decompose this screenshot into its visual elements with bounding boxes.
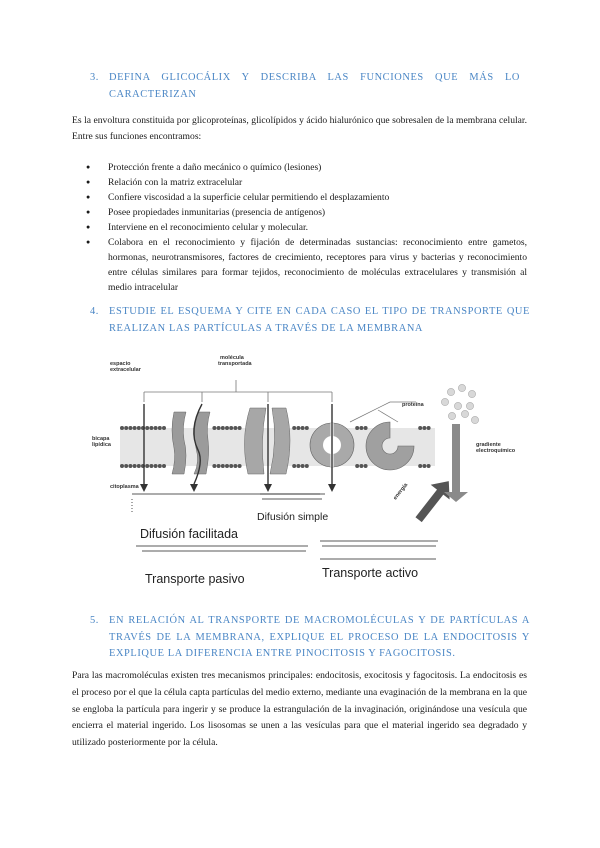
section4-heading bbox=[90, 304, 530, 338]
phospholipid-head bbox=[149, 426, 153, 430]
list-item: ● Posee propiedades inmunitarias (presencia de antígenos) bbox=[84, 205, 527, 220]
phospholipid-head bbox=[217, 426, 221, 430]
phospholipid-head bbox=[162, 464, 166, 468]
phospholipid-head bbox=[427, 426, 431, 430]
phospholipid-head bbox=[124, 464, 128, 468]
phospholipid-head bbox=[137, 426, 141, 430]
phospholipid-head bbox=[154, 426, 158, 430]
arrow-head bbox=[140, 484, 148, 492]
phospholipid-head bbox=[305, 426, 309, 430]
phospholipid-head bbox=[238, 464, 242, 468]
section5-body: Para las macromoléculas existen tres mecanismos principales: endocitosis, exocitosis y fagocitosis. La endocitosis es el proceso por el que la célula capta partículas del medio externo, mediante una evaginación de la membrana en la que se engloba la partícula para ingerir y se produce la estrangulación de la invaginación, originándose una vesícula que encierra el material ingerido. Los lisosomas se unen a las vesículas para que el material ingerido sea degradado y utilizado posteriormente por la célula. bbox=[72, 670, 527, 749]
phospholipid-head bbox=[212, 426, 216, 430]
phospholipid-head bbox=[233, 426, 237, 430]
phospholipid-head bbox=[229, 426, 233, 430]
phospholipid-head bbox=[301, 464, 305, 468]
section4-number: 4. bbox=[90, 306, 99, 317]
label-gradiente: gradiente electroquímico bbox=[476, 442, 516, 454]
phospholipid-head bbox=[133, 426, 137, 430]
section5-heading bbox=[90, 613, 530, 663]
section3-number: 3. bbox=[90, 72, 99, 83]
phospholipid-head bbox=[301, 426, 305, 430]
answer-transporte-pasivo: Transporte pasivo bbox=[145, 572, 245, 586]
phospholipid-head bbox=[305, 464, 309, 468]
phospholipid-head bbox=[120, 464, 124, 468]
phospholipid-head bbox=[418, 464, 422, 468]
phospholipid-head bbox=[133, 464, 137, 468]
section4-title: ESTUDIE EL ESQUEMA Y CITE EN CADA CASO EL TIPO DE TRANSPORTE QUE REALIZAN LAS PARTÍCULAS A TRAVÉS DE LA MEMBRANA bbox=[109, 306, 530, 334]
phospholipid-head bbox=[158, 426, 162, 430]
phospholipid-head bbox=[124, 426, 128, 430]
list-item: ● Colabora en el reconocimiento y fijación de determinadas sustancias: reconocimiento entre gametos, hormonas, neurotransmisores, factores de crecimiento, receptores para virus y bacterias y reconocimiento entre células similares para formar tejidos, reconocimiento de moléculas extracelulares y transmisión al medio intracelular bbox=[84, 235, 527, 295]
phospholipid-head bbox=[355, 464, 359, 468]
phospholipid-head bbox=[221, 464, 225, 468]
phospholipid-head bbox=[296, 464, 300, 468]
arrow-head bbox=[264, 484, 272, 492]
phospholipid-head bbox=[422, 426, 426, 430]
phospholipid-head bbox=[238, 426, 242, 430]
phospholipid-head bbox=[355, 426, 359, 430]
label-bicapa: bicapa lipídica bbox=[92, 436, 111, 448]
phospholipid-head bbox=[359, 464, 363, 468]
phospholipid-head bbox=[145, 464, 149, 468]
label-espacio: espacio extracelular bbox=[110, 361, 141, 373]
phospholipid-head bbox=[364, 426, 368, 430]
phospholipid-head bbox=[418, 426, 422, 430]
phospholipid-head bbox=[145, 426, 149, 430]
phospholipid-head bbox=[149, 464, 153, 468]
energy-arrow bbox=[409, 474, 458, 527]
phospholipid-head bbox=[128, 426, 132, 430]
molecule-pointer-lines bbox=[144, 380, 332, 402]
phospholipid-head bbox=[422, 464, 426, 468]
phospholipid-head bbox=[212, 464, 216, 468]
label-molecula: molécula transportada bbox=[218, 355, 252, 367]
phospholipid-head bbox=[128, 464, 132, 468]
phospholipid-head bbox=[120, 426, 124, 430]
answer-difusion-simple: Difusión simple bbox=[257, 511, 329, 523]
section5-number: 5. bbox=[90, 615, 99, 626]
answer-difusion-facilitada: Difusión facilitada bbox=[140, 527, 238, 541]
section5-title: EN RELACIÓN AL TRANSPORTE DE MACROMOLÉCULAS Y DE PARTÍCULAS A TRAVÉS DE LA MEMBRANA, EXPLIQUE EL PROCESO DE LA ENDOCITOSIS Y EXPLIQUE LA DIFERENCIA ENTRE PINOCITOSIS Y FAGOCITOSIS. bbox=[109, 615, 530, 659]
label-energia: energía bbox=[392, 482, 410, 502]
phospholipid-head bbox=[292, 426, 296, 430]
phospholipid-head bbox=[217, 464, 221, 468]
arrow-head bbox=[328, 484, 336, 492]
arrow-head bbox=[190, 484, 198, 492]
phospholipid-head bbox=[233, 464, 237, 468]
phospholipid-head bbox=[359, 426, 363, 430]
phospholipid-head bbox=[229, 464, 233, 468]
phospholipid-head bbox=[158, 464, 162, 468]
phospholipid-head bbox=[154, 464, 158, 468]
list-item: ● Interviene en el reconocimiento celular y molecular. bbox=[84, 220, 527, 235]
section3-intro: Es la envoltura constituida por glicoproteínas, glicolípidos y ácido hialurónico que sobresalen de la membrana celular. Entre sus funciones encontramos: bbox=[72, 115, 527, 143]
phospholipid-head bbox=[296, 426, 300, 430]
list-item: ● Relación con la matriz extracelular bbox=[84, 175, 527, 190]
phospholipid-head bbox=[292, 464, 296, 468]
phospholipid-head bbox=[364, 464, 368, 468]
answer-transporte-activo: Transporte activo bbox=[322, 566, 419, 580]
phospholipid-head bbox=[162, 426, 166, 430]
section3-bullet-list bbox=[84, 160, 527, 295]
membrane-transport-diagram bbox=[80, 350, 530, 596]
phospholipid-head bbox=[427, 464, 431, 468]
label-proteina: proteína bbox=[402, 402, 424, 408]
phospholipid-head bbox=[137, 464, 141, 468]
list-item: ● Confiere viscosidad a la superficie celular permitiendo el desplazamiento bbox=[84, 190, 527, 205]
section3-heading bbox=[90, 70, 520, 104]
list-item: ● Protección frente a daño mecánico o químico (lesiones) bbox=[84, 160, 527, 175]
phospholipid-head bbox=[225, 464, 229, 468]
phospholipid-head bbox=[225, 426, 229, 430]
particles bbox=[441, 384, 478, 423]
phospholipid-head bbox=[221, 426, 225, 430]
label-citoplasma: citoplasma bbox=[110, 484, 139, 490]
section3-title: DEFINA GLICOCÁLIX Y DESCRIBA LAS FUNCIONES QUE MÁS LO CARACTERIZAN bbox=[109, 72, 520, 100]
